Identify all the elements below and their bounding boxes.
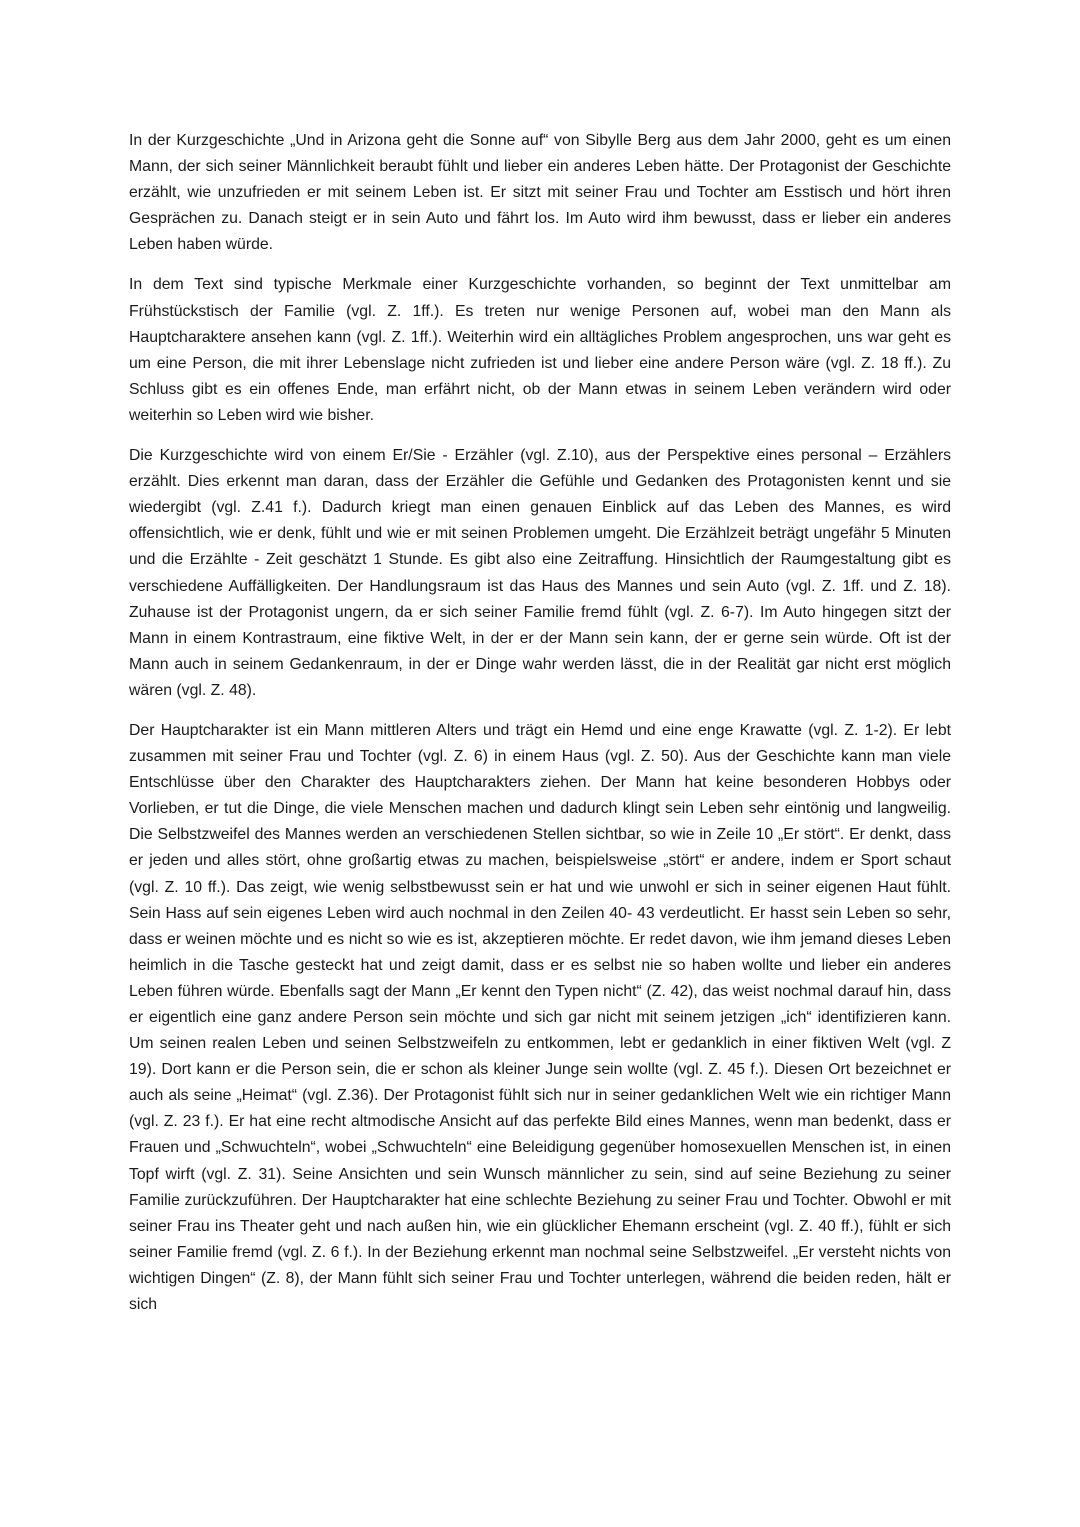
paragraph-main-character: Der Hauptcharakter ist ein Mann mittleren Alters und trägt ein Hemd und eine enge Krawatte (vgl. Z. 1-2). Er lebt zusammen mit seiner Frau und Tochter (vgl. Z. 6) in einem Haus (vgl. Z. 50). Aus der Geschichte kann man viele Entschlüsse über den Charakter des Hauptcharakters ziehen. Der Mann hat keine besonderen Hobbys oder Vorlieben, er tut die Dinge, die viele Menschen machen und dadurch klingt sein Leben sehr eintönig und langweilig. Die Selbstzweifel des Mannes werden an verschiedenen Stellen sichtbar, so wie in Zeile 10 „Er stört“. Er denkt, dass er jeden und alles stört, ohne großartig etwas zu machen, beispielsweise „stört“ er andere, indem er Sport schaut (vgl. Z. 10 ff.). Das zeigt, wie wenig selbstbewusst sein er hat und wie unwohl er sich in seiner eigenen Haut fühlt. Sein Hass auf sein eigenes Leben wird auch nochmal in den Zeilen 40- 43 verdeutlicht. Er hasst sein Leben so sehr, dass er weinen möchte und es nicht so wie es ist, akzeptieren möchte. Er redet davon, wie ihm jemand dieses Leben heimlich in die Tasche gesteckt hat und zeigt damit, dass er es selbst nie so haben wollte und lieber ein anderes Leben führen würde. Ebenfalls sagt der Mann „Er kennt den Typen nicht“ (Z. 42), das weist nochmal darauf hin, dass er eigentlich eine ganz andere Person sein möchte und sich gar nicht mit seinem jetzigen „ich“ identifizieren kann. Um seinen realen Leben und seinen Selbstzweifeln zu entkommen, lebt er gedanklich in einer fiktiven Welt (vgl. Z 19). Dort kann er die Person sein, die er schon als kleiner Junge sein wollte (vgl. Z. 45 f.). Diesen Ort bezeichnet er auch als seine „Heimat“ (vgl. Z.36). Der Protagonist fühlt sich nur in seiner gedanklichen Welt wie ein richtiger Mann (vgl. Z. 23 f.). Er hat eine recht altmodische Ansicht auf das perfekte Bild eines Mannes, wenn man bedenkt, dass er Frauen und „Schwuchteln“, wobei „Schwuchteln“ eine Beleidigung gegenüber homosexuellen Menschen ist, in einen Topf wirft (vgl. Z. 31). Seine Ansichten und sein Wunsch männlicher zu sein, sind auf seine Beziehung zu seiner Familie zurückzuführen. Der Hauptcharakter hat eine schlechte Beziehung zu seiner Frau und Tochter. Obwohl er mit seiner Frau ins Theater geht und nach außen hin, wie ein glücklicher Ehemann erscheint (vgl. Z. 40 ff.), fühlt er sich seiner Familie fremd (vgl. Z. 6 f.). In der Beziehung erkennt man nochmal seine Selbstzweifel. „Er versteht nichts von wichtigen Dingen“ (Z. 8), der Mann fühlt sich seiner Frau und Tochter unterlegen, während die beiden reden, hält er sich [129,721,951,1314]
paragraph-summary: In der Kurzgeschichte „Und in Arizona geht die Sonne auf“ von Sibylle Berg aus dem Jahr 2000, geht es um einen Mann, der sich seiner Männlichkeit beraubt fühlt und lieber ein anderes Leben hätte. Der Protagonist der Geschichte erzählt, wie unzufrieden er mit seinem Leben ist. Er sitzt mit seiner Frau und Tochter am Esstisch und hört ihren Gesprächen zu. Danach steigt er in sein Auto und fährt los. Im Auto wird ihm bewusst, dass er lieber ein anderes Leben haben würde. [129,132,951,254]
document-page [129,128,951,1332]
paragraph-narrator-perspective: Die Kurzgeschichte wird von einem Er/Sie - Erzähler (vgl. Z.10), aus der Perspektive eines personal – Erzählers erzählt. Dies erkennt man daran, dass der Erzähler die Gefühle und Gedanken des Protagonisten kennt und sie wiedergibt (vgl. Z.41 f.). Dadurch kriegt man einen genauen Einblick auf das Leben des Mannes, es wird offensichtlich, wie er denk, fühlt und wie er mit seinen Problemen umgeht. Die Erzählzeit beträgt ungefähr 5 Minuten und die Erzählte - Zeit geschätzt 1 Stunde. Es gibt also eine Zeitraffung. Hinsichtlich der Raumgestaltung gibt es verschiedene Auffälligkeiten. Der Handlungsraum ist das Haus des Mannes und sein Auto (vgl. Z. 1ff. und Z. 18). Zuhause ist der Protagonist ungern, da er sich seiner Familie fremd fühlt (vgl. Z. 6-7). Im Auto hingegen sitzt der Mann in einem Kontrastraum, eine fiktive Welt, in der er der Mann sein kann, der er gerne sein würde. Oft ist der Mann auch in seinem Gedankenraum, in der er Dinge wahr werden lässt, die in der Realität gar nicht erst möglich wären (vgl. Z. 48). [129,447,951,699]
paragraph-short-story-features: In dem Text sind typische Merkmale einer Kurzgeschichte vorhanden, so beginnt der Text unmittelbar am Frühstückstisch der Familie (vgl. Z. 1ff.). Es treten nur wenige Personen auf, wobei man den Mann als Hauptcharaktere ansehen kann (vgl. Z. 1ff.). Weiterhin wird ein alltägliches Problem angesprochen, uns war geht es um eine Person, die mit ihrer Lebenslage nicht zufrieden ist und lieber eine andere Person wäre (vgl. Z. 18 ff.). Zu Schluss gibt es ein offenes Ende, man erfährt nicht, ob der Mann etwas in seinem Leben verändern wird oder weiterhin so Leben wird wie bisher. [129,276,951,424]
